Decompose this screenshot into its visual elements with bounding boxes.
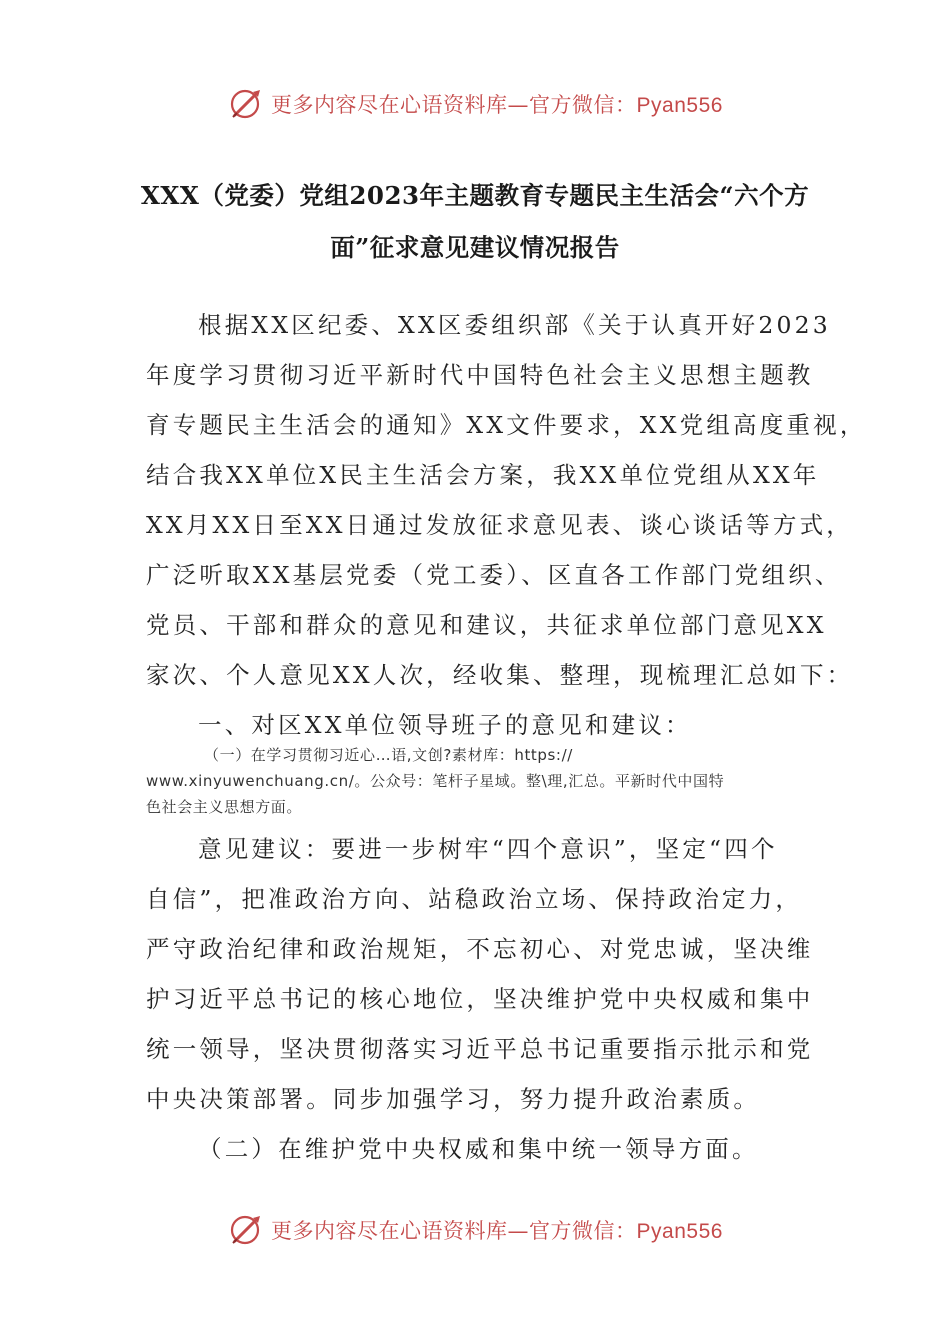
paragraph-line: 育专题民主生活会的通知》XX文件要求，XX党组高度重视， (146, 411, 867, 439)
paragraph-line: 严守政治纪律和政治规矩，不忘初心、对党忠诚，坚决维 (146, 935, 814, 963)
paragraph-line: 家次、个人意见XX人次，经收集、整理，现梳理汇总如下： (146, 661, 854, 689)
section-heading: 一、对区XX单位领导班子的意见和建议： (198, 711, 692, 739)
paragraph-line: 年度学习贯彻习近平新时代中国特色社会主义思想主题教 (146, 361, 814, 389)
paragraph-line: 中央决策部署。同步加强学习，努力提升政治素质。 (146, 1085, 761, 1113)
pen-logo-icon (227, 84, 267, 124)
paragraph-line: 党员、干部和群众的意见和建议，共征求单位部门意见XX (146, 611, 827, 639)
paragraph-line: 根据XX区纪委、XX区委组织部《关于认真开好2023 (198, 311, 831, 339)
subsection-line: www.xinyuwenchuang.cn/。公众号：笔杆子星域。整\理,汇总。平新时代中国特 (146, 772, 725, 790)
banner-text: 更多内容尽在心语资料库—官方微信：Pyan556 (271, 93, 723, 117)
paragraph-line: XX月XX日至XX日通过发放征求意见表、谈心谈话等方式， (146, 511, 853, 539)
title-line: 面”征求意见建议情况报告 (330, 233, 620, 262)
document-title (120, 170, 830, 274)
paragraph-line: 广泛听取XX基层党委（党工委）、区直各工作部门党组织、 (146, 561, 842, 589)
paragraph-line: 统一领导，坚决贯彻落实习近平总书记重要指示批示和党 (146, 1035, 814, 1063)
footer-banner (0, 1210, 950, 1250)
subsection-heading: （二）在维护党中央权威和集中统一领导方面。 (198, 1135, 759, 1163)
title-line: XXX（党委）党组2023年主题教育专题民主生活会“六个方 (140, 181, 810, 210)
paragraph-line: 自信”，把准政治方向、站稳政治立场、保持政治定力， (146, 885, 803, 913)
subsection-line: 色社会主义思想方面。 (146, 798, 303, 816)
subsection-line: （一）在学习贯彻习近心…语,文创?素材库：https:// (204, 746, 573, 764)
header-banner (0, 84, 950, 124)
pen-logo-icon (227, 1210, 267, 1250)
paragraph-line: 结合我XX单位X民主生活会方案，我XX单位党组从XX年 (146, 461, 820, 489)
paragraph-line: 意见建议：要进一步树牢“四个意识”，坚定“四个 (198, 835, 778, 863)
paragraph-line: 护习近平总书记的核心地位，坚决维护党中央权威和集中 (146, 985, 814, 1013)
banner-text: 更多内容尽在心语资料库—官方微信：Pyan556 (271, 1219, 723, 1243)
banner-account: Pyan556 (636, 1220, 723, 1243)
banner-account: Pyan556 (636, 94, 723, 117)
